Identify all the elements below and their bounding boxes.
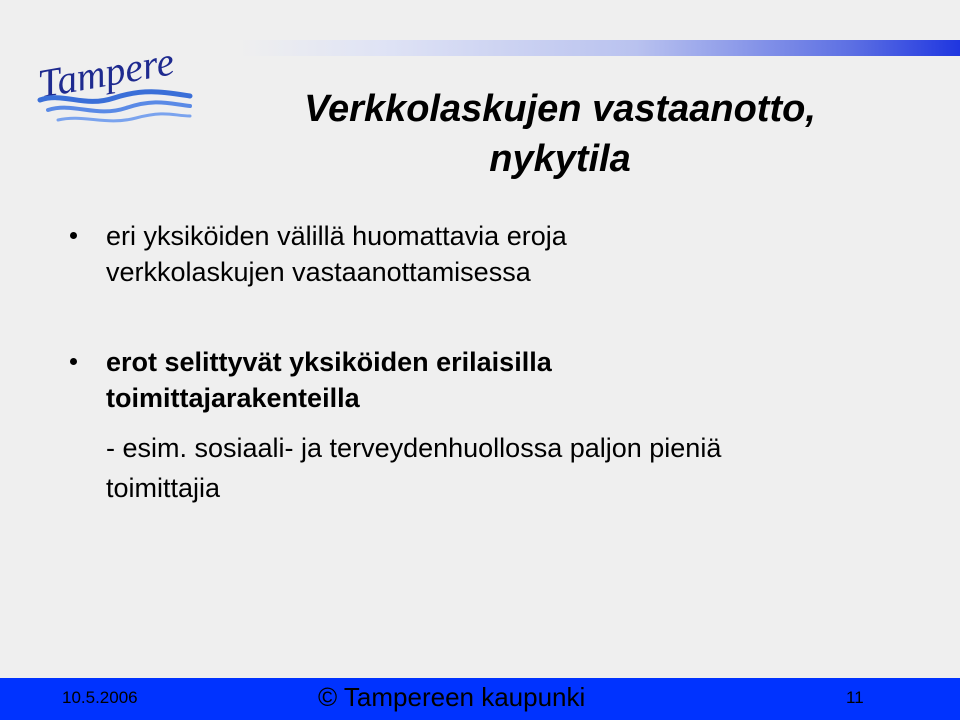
logo-wave-3 xyxy=(58,114,190,121)
bullet-text xyxy=(106,218,906,290)
slide-title-line-2: nykytila xyxy=(489,138,631,180)
logo-wordmark: Tampere xyxy=(34,38,178,107)
logo-wave-2 xyxy=(48,102,190,111)
sub-point-line-2: toimittajia xyxy=(106,473,221,503)
bullet-1-line-1: eri yksiköiden välillä huomattavia eroja xyxy=(106,221,567,251)
sub-point-line-1: - esim. sosiaali- ja terveydenhuollossa paljon pieniä xyxy=(106,433,722,463)
page-number: 11 xyxy=(846,688,864,707)
sub-point xyxy=(106,428,926,508)
slide-title xyxy=(240,84,880,184)
bullet-text xyxy=(106,344,906,416)
bullet-dot-icon xyxy=(70,358,77,365)
footer-bar xyxy=(0,678,960,720)
bullet-dot-icon xyxy=(70,232,77,239)
bullet-1-line-2: verkkolaskujen vastaanottamisessa xyxy=(106,257,531,287)
bullet-2-line-2: toimittajarakenteilla xyxy=(106,383,360,413)
bullet-2-line-1: erot selittyvät yksiköiden erilaisilla xyxy=(106,347,552,377)
tampere-logo xyxy=(34,36,194,128)
footer-copyright: © Tampereen kaupunki xyxy=(318,682,586,712)
footer-date: 10.5.2006 xyxy=(62,688,138,707)
header-gradient-band xyxy=(240,40,960,56)
slide-title-line-1: Verkkolaskujen vastaanotto, xyxy=(304,88,816,130)
